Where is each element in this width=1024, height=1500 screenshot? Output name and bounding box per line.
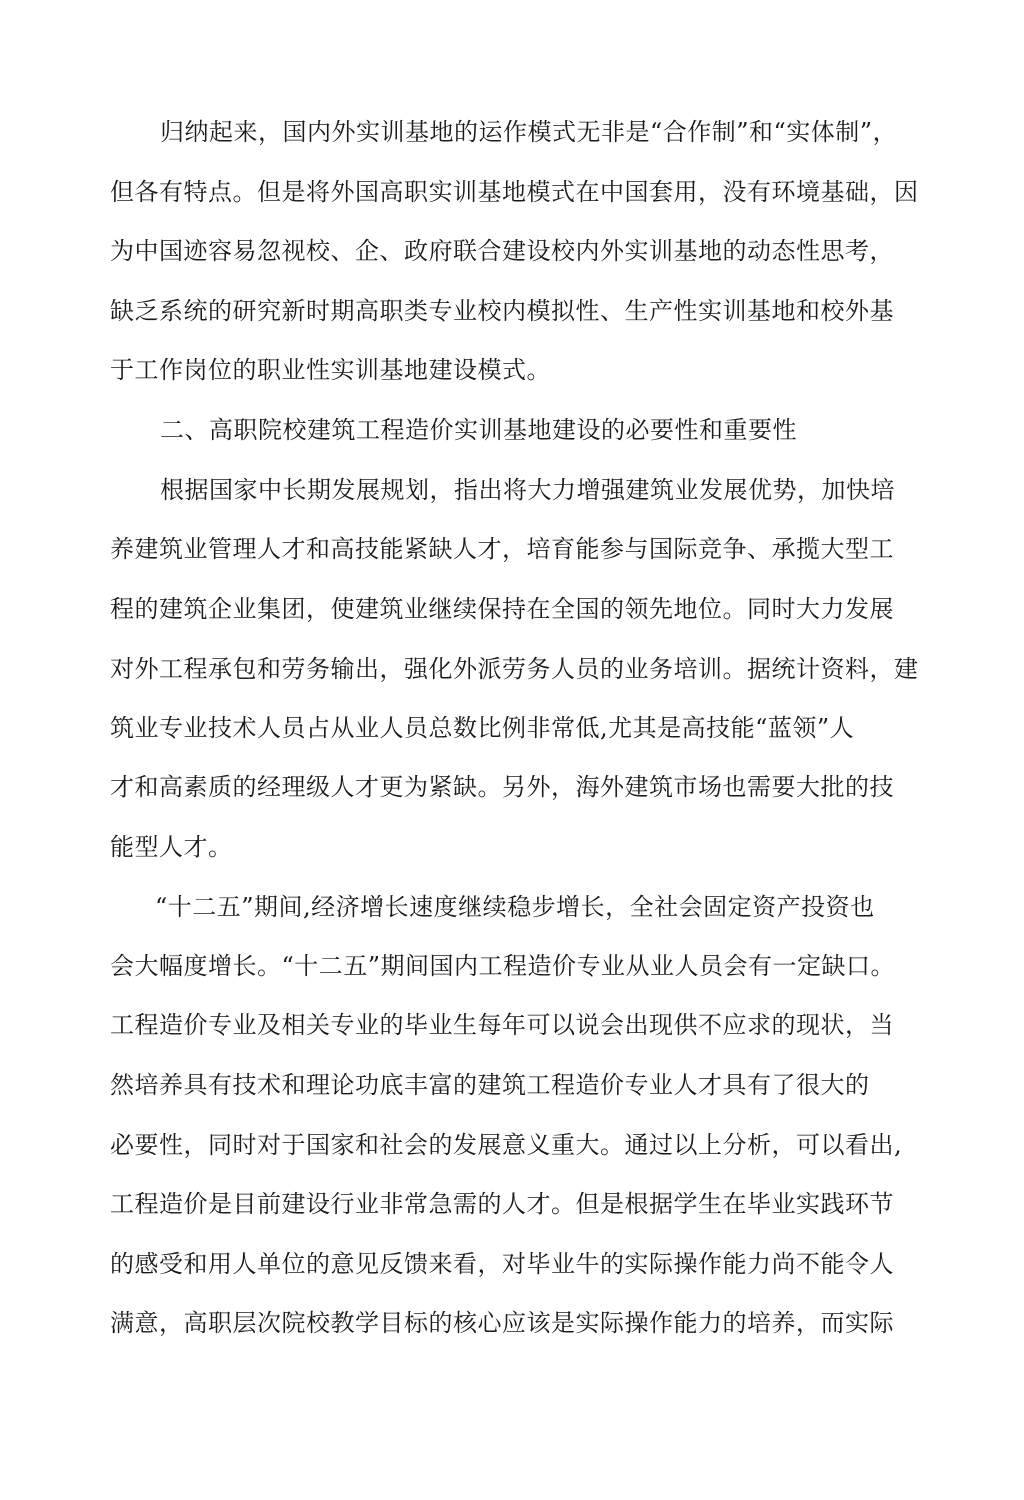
- paragraph-3-line-3: 工程造价专业及相关专业的毕业生每年可以说会出现供不应求的现状，当: [110, 1011, 894, 1039]
- paragraph-3-line-1: “十二五”期间,经济增长速度继续稳步增长，全社会固定资产投资也: [155, 893, 875, 921]
- paragraph-1-line-1: 归纳起来，国内外实训基地的运作模式无非是“合作制”和“实体制”，: [160, 118, 898, 146]
- paragraph-3-line-4: 然培养具有技术和理论功底丰富的建筑工程造价专业人才具有了很大的: [110, 1071, 870, 1099]
- paragraph-2-line-4: 对外工程承包和劳务输出，强化外派劳务人员的业务培训。据统计资料，建: [110, 655, 919, 683]
- paragraph-3-line-7: 的感受和用人单位的意见反馈来看，对毕业牛的实际操作能力尚不能令人: [110, 1250, 894, 1278]
- paragraph-1-line-4: 缺乏系统的研究新时期高职类专业校内模拟性、生产性实训基地和校外基: [110, 297, 894, 325]
- paragraph-2-line-6: 才和高素质的经理级人才更为紧缺。另外，海外建筑市场也需要大批的技: [110, 773, 894, 801]
- paragraph-3-line-2: 会大幅度增长。“十二五”期间国内工程造价专业从业人员会有一定缺口。: [110, 952, 896, 980]
- paragraph-3-line-5: 必要性，同时对于国家和社会的发展意义重大。通过以上分析，可以看出,: [110, 1131, 903, 1159]
- paragraph-2-line-3: 程的建筑企业集团，使建筑业继续保持在全国的领先地位。同时大力发展: [110, 595, 894, 623]
- paragraph-1-line-3: 为中国迹容易忽视校、企、政府联合建设校内外实训基地的动态性思考，: [110, 237, 894, 265]
- paragraph-2-line-7: 能型人才。: [110, 833, 233, 861]
- paragraph-2-line-5: 筑业专业技术人员占从业人员总数比例非常低,尤其是高技能“蓝领”人: [110, 714, 855, 742]
- paragraph-1-line-5: 于工作岗位的职业性实训基地建设模式。: [110, 356, 551, 384]
- paragraph-1-line-2: 但各有特点。但是将外国高职实训基地模式在中国套用，没有环境基础，因: [110, 178, 919, 206]
- paragraph-2-line-2: 养建筑业管理人才和高技能紧缺人才，培育能参与国际竞争、承揽大型工: [110, 535, 894, 563]
- paragraph-2-line-1: 根据国家中长期发展规划，指出将大力增强建筑业发展优势，加快培: [160, 476, 895, 504]
- section-heading: 二、高职院校建筑工程造价实训基地建设的必要性和重要性: [160, 416, 797, 444]
- paragraph-3-line-8: 满意，高职层次院校教学目标的核心应该是实际操作能力的培养，而实际: [110, 1309, 894, 1337]
- paragraph-3-line-6: 工程造价是目前建设行业非常急需的人才。但是根据学生在毕业实践环节: [110, 1190, 894, 1218]
